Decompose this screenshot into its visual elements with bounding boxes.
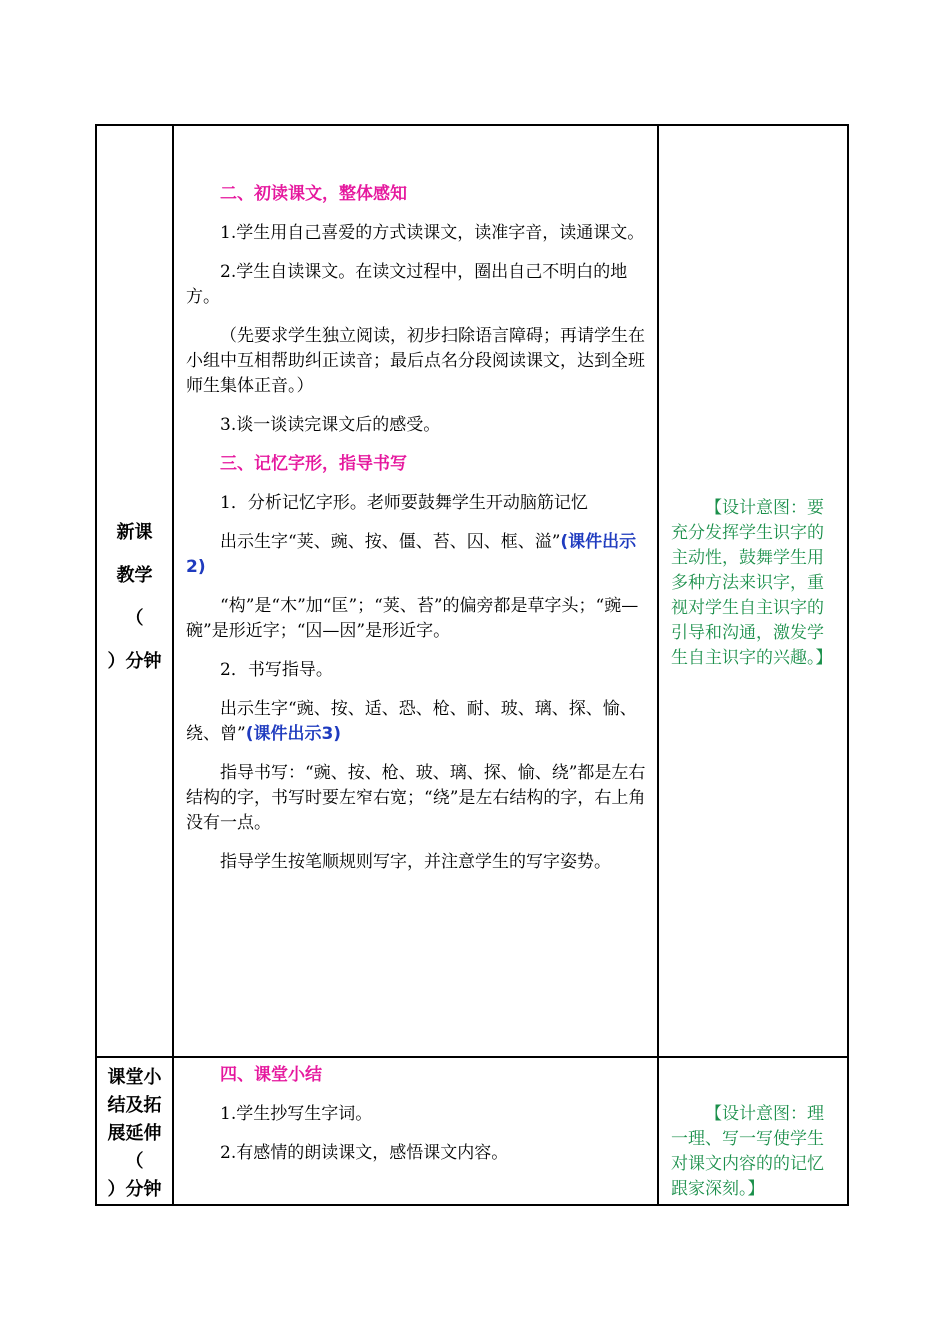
paragraph: 2．书写指导。 — [220, 660, 333, 680]
row-label-cell — [96, 1057, 173, 1205]
paragraph: 出示生字“荚、豌、按、僵、苔、囚、框、溢”(课件出示2) — [186, 532, 637, 577]
content-cell — [173, 1057, 658, 1205]
row-label: 新课 教学 （ ）分钟 — [107, 522, 162, 672]
note-cell — [658, 1057, 848, 1205]
row-label: 课堂小 结及拓 展延伸 （ ）分钟 — [107, 1067, 162, 1200]
row-label-cell — [96, 125, 173, 1057]
content-cell — [173, 125, 658, 1057]
section-heading: 二、初读课文，整体感知 — [220, 184, 407, 204]
lesson-plan-table — [95, 124, 849, 1206]
paragraph: 1.学生抄写生字词。 — [220, 1104, 373, 1124]
paragraph: 1.学生用自己喜爱的方式读课文，读准字音，读通课文。 — [220, 223, 645, 243]
design-intent-note: 【设计意图：理一理、写一写使学生对课文内容的的记忆跟家深刻。】 — [671, 1104, 824, 1199]
courseware-ref: (课件出示2) — [186, 532, 637, 577]
paragraph: 2.有感情的朗读课文，感悟课文内容。 — [220, 1143, 509, 1163]
paragraph: 3.谈一谈读完课文后的感受。 — [220, 415, 441, 435]
paragraph: 指导书写：“豌、按、枪、玻、璃、探、愉、绕”都是左右结构的字，书写时要左窄右宽；“绕”是左右结构的字，右上角没有一点。 — [186, 763, 646, 833]
paragraph: （先要求学生独立阅读，初步扫除语言障碍；再请学生在小组中互相帮助纠正读音；最后点名分段阅读课文，达到全班师生集体正音。） — [186, 326, 645, 396]
table-row — [96, 1057, 848, 1205]
courseware-ref: (课件出示3) — [245, 724, 342, 744]
table-row — [96, 125, 848, 1057]
section-heading: 四、课堂小结 — [220, 1065, 322, 1085]
paragraph: “构”是“木”加“匡”；“荚、苔”的偏旁都是草字头；“豌—碗”是形近字；“囚—因”是形近字。 — [186, 596, 639, 641]
design-intent-note: 【设计意图：要充分发挥学生识字的主动性，鼓舞学生用多种方法来识字，重视对学生自主识字的引导和沟通，激发学生自主识字的兴趣。】 — [671, 498, 833, 668]
section-heading: 三、记忆字形，指导书写 — [220, 454, 407, 474]
paragraph: 指导学生按笔顺规则写字，并注意学生的写字姿势。 — [220, 852, 611, 872]
paragraph: 1．分析记忆字形。老师要鼓舞学生开动脑筋记忆 — [220, 493, 588, 513]
paragraph: 2.学生自读课文。在读文过程中，圈出自己不明白的地方。 — [186, 262, 628, 307]
paragraph: 出示生字“豌、按、适、恐、枪、耐、玻、璃、探、愉、绕、曾”(课件出示3) — [186, 699, 637, 744]
note-cell — [658, 125, 848, 1057]
